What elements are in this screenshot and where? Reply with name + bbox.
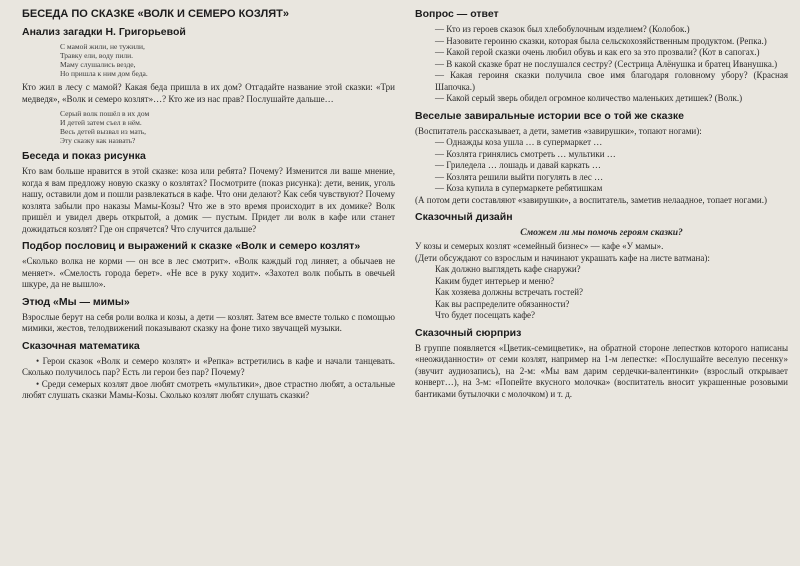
- section-surprise: [415, 327, 788, 401]
- paragraph: (А потом дети составляют «завирушки», а воспитатель, заметив нелаадное, топает ногами.): [415, 194, 767, 205]
- paragraph: • Среди семерых козлят двое любят смотреть «мультики», двое страстно любят, а остальные любят слушать сказки Мамы-Козы. Сколько козлят любят слушать сказки?: [22, 378, 395, 400]
- design-question: Как вы распределите обязанности?: [435, 298, 570, 309]
- right-column: [407, 8, 788, 566]
- paragraph: • Герои сказок «Волк и семеро козлят» и «Репка» встретились в кафе и начали танцевать. Сколько получилось пар? Есть ли герои без пар? Почему?: [22, 355, 395, 377]
- qa-line: — Назовите героиню сказки, которая была сельскохозяйственным продуктом. (Репка.): [435, 35, 767, 46]
- section-heading: Анализ загадки Н. Григорьевой: [22, 26, 186, 38]
- page-title: БЕСЕДА ПО СКАЗКЕ «ВОЛК И СЕМЕРО КОЗЛЯТ»: [22, 8, 289, 20]
- design-question: Каким будет интерьер и меню?: [435, 275, 555, 286]
- section-heading: Этюд «Мы — мимы»: [22, 295, 130, 308]
- section-proverbs: [22, 240, 395, 291]
- paragraph: Взрослые берут на себя роли волка и козы, а дети — козлят. Затем все вместе только с помощью мимики, жестов, телодвижений показывают сказку на фоне тихо звучащей музыки.: [22, 311, 395, 333]
- paragraph: Кто жил в лесу с мамой? Какая беда пришла в их дом? Отгадайте название этой сказки: «Три медведя», «Волк и семеро козлят»…? Кто же из нас прав? Послушайте дальше…: [22, 82, 395, 104]
- poem-line: Травку ели, воду пили.: [60, 51, 134, 60]
- design-question: Как должно выглядеть кафе снаружи?: [435, 264, 581, 274]
- section-funny-stories: [415, 110, 788, 207]
- poem-line: Серый волк пошёл в их дом: [60, 109, 150, 118]
- section-heading: Сказочный дизайн: [415, 211, 513, 223]
- section-heading: Вопрос — ответ: [415, 8, 499, 20]
- story-line: — Однажды коза ушла … в супермаркет …: [435, 137, 603, 147]
- paragraph: (Дети обсуждают со взрослым и начинают украшать кафе на листе ватмана):: [415, 252, 710, 263]
- paragraph: (Воспитатель рассказывает, а дети, заметив «завирушки», топают ногами):: [415, 125, 702, 136]
- qa-line: — Кто из героев сказок был хлебобулочным изделием? (Колобок.): [435, 24, 690, 34]
- poem-line: Весь детей вызвал из мать,: [60, 127, 147, 136]
- poem-block: [60, 42, 395, 78]
- poem-block: [60, 109, 395, 145]
- story-line: — Козлята гринялись смотреть … мультики …: [435, 148, 616, 159]
- section-etude: [22, 296, 395, 335]
- story-line: — Гриледела … лошадь и давай каркать …: [435, 160, 601, 170]
- section-conversation: [22, 150, 395, 235]
- section-qa: [415, 8, 788, 105]
- section-heading: Сказочная математика: [22, 339, 140, 352]
- poem-line: Но пришла к ним дом беда.: [60, 69, 148, 78]
- section-math: [22, 340, 395, 402]
- paragraph: «Сколько волка не корми — он все в лес смотрит». «Волк каждый год линяет, а обычаев не меняет». «Смелость города берет». «Не все в руку ходит». «Захотел волк побыть в овечьей шкуре, да не вышло».: [22, 256, 395, 289]
- section-design: [415, 211, 788, 322]
- paragraph: В группе появляется «Цветик-семицветик», на обратной стороне лепестков которого написаны «неожиданности» от семи козлят, например на 1-м лепестке: «Послушайте веселую песенку» (звучит аудиозапись), на 2-м: «Мы вам дарим сердечки-валентинки» (взрослый открывает конверт…), на 3-м: «Попейте вкусного молочка» (воспитатель вносит украшенные розовыми бантиками бутылочки с молочком) и т. д.: [415, 342, 788, 399]
- qa-line: — В какой сказке брат не послушался сестру? (Сестрица Алёнушка и братец Иванушка.): [435, 58, 778, 69]
- story-line: — Коза купила в супермаркете ребятишкам: [435, 183, 603, 193]
- poem-line: Маму слушались везде,: [60, 60, 136, 69]
- section-riddle-analysis: [22, 26, 395, 145]
- paragraph: У козы и семерых козлят «семейный бизнес» — кафе «У мамы».: [415, 241, 664, 251]
- section-heading: Сказочный сюрприз: [415, 326, 522, 339]
- design-question: Как хозяева должны встречать гостей?: [435, 287, 584, 297]
- section-heading: Подбор пословиц и выражений к сказке «Волк и семеро козлят»: [22, 240, 361, 252]
- qa-line: — Какой герой сказки очень любил обувь и как его за это прозвали? (Кот в сапогах.): [435, 47, 760, 57]
- qa-line: — Какой серый зверь обидел огромное количество маленьких детишек? (Волк.): [435, 93, 743, 103]
- section-subtitle: Сможем ли мы помочь героям сказки?: [520, 228, 683, 238]
- section-heading: Беседа и показ рисунка: [22, 150, 146, 162]
- section-heading: Веселые завиральные истории все о той же сказке: [415, 109, 684, 122]
- design-question: Что будет посещать кафе?: [435, 310, 536, 320]
- story-line: — Козлята решили выйти погулять в лес …: [435, 171, 604, 182]
- left-column: [22, 8, 407, 566]
- poem-line: Эту сказку как назвать?: [60, 136, 136, 145]
- paragraph: Кто вам больше нравится в этой сказке: коза или ребята? Почему? Изменится ли ваше мнение, когда я вам предложу новую сказку о козлятах? Посмотрите (показ рисунка): дети, веник, уголь нашу, оставили дом и пошли развлекаться в кафе. Что они делают? Как себя чувствуют? Почему козлята забыли про наказы Мамы-Козы? Что же в это время происходит в их домике? Волк пришёл и увидел дверь открытой, а домик — пустым. Придет ли волк в кафе или станет дожидаться козлят? Где он спрячется? Что случится дальше?: [22, 166, 395, 234]
- poem-line: И детей затем съел в нём.: [60, 118, 142, 127]
- poem-line: С мамой жили, не тужили,: [60, 42, 145, 51]
- qa-line: — Какая героиня сказки получила свое имя благодаря головному убору? (Красная Шапочка.): [435, 70, 788, 92]
